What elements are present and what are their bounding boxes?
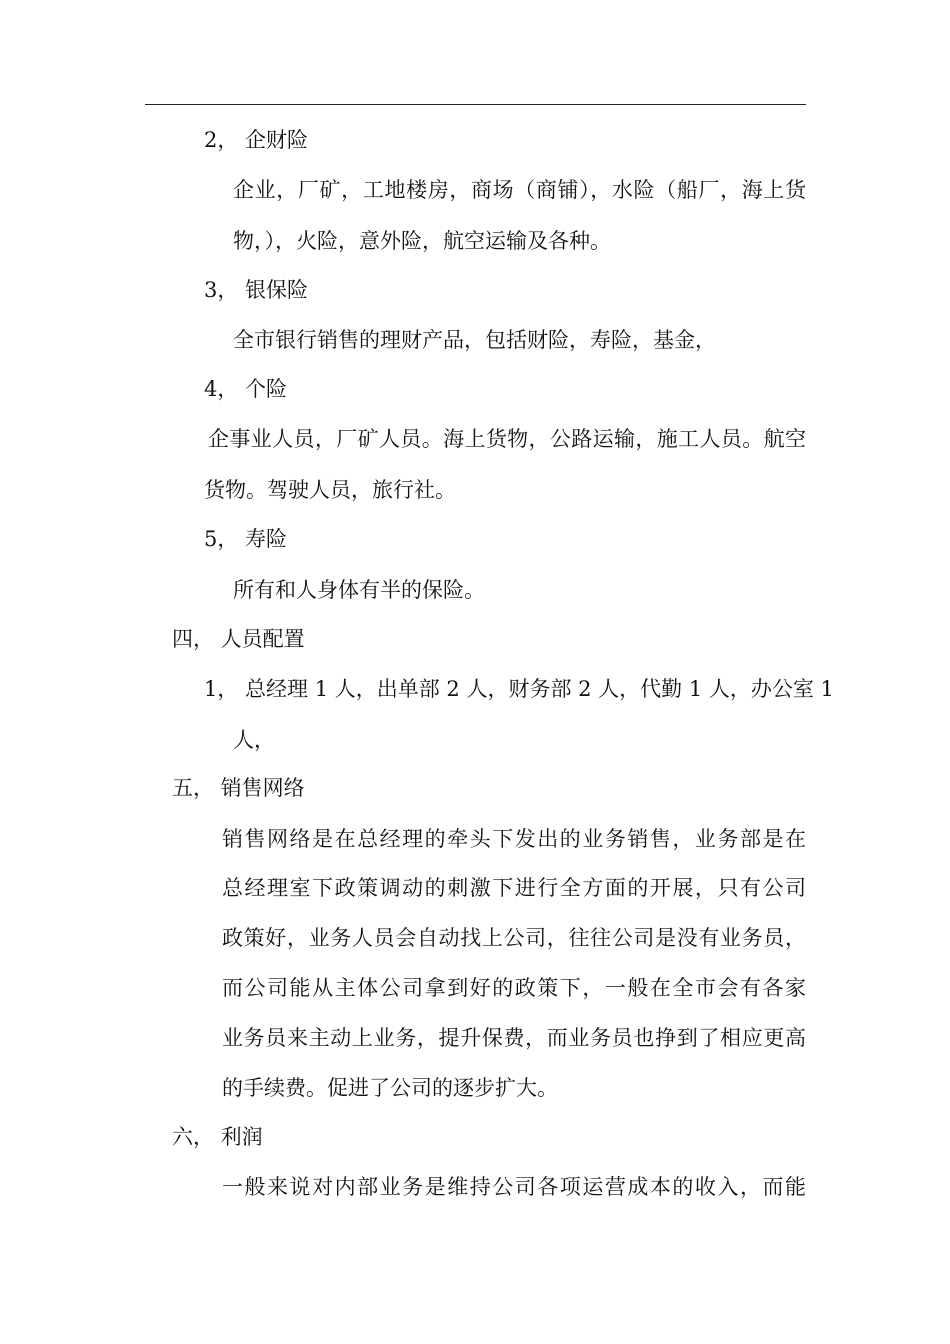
- item-4-body-line-2: 货物。驾驶人员，旅行社。: [204, 478, 456, 502]
- item-4-body-line-1: 企事业人员，厂矿人员。海上货物，公路运输，施工人员。航空: [208, 427, 806, 451]
- item-2-body-line-1: 企业，厂矿，工地楼房，商场（商铺），水险（船厂，海上货: [233, 178, 806, 202]
- item-3-body: 全市银行销售的理财产品，包括财险，寿险，基金，: [233, 328, 716, 352]
- header-rule: [145, 104, 806, 105]
- section-5-line-1: 销售网络是在总经理的牵头下发出的业务销售，业务部是在: [222, 827, 806, 851]
- item-5-heading: 5， 寿险: [204, 527, 288, 551]
- section-5-line-6: 的手续费。促进了公司的逐步扩大。: [222, 1076, 558, 1100]
- section-6-line-1: 一般来说对内部业务是维持公司各项运营成本的收入，而能: [222, 1175, 806, 1199]
- item-4-heading: 4， 个险: [204, 377, 288, 401]
- section-5-line-3: 政策好，业务人员会自动找上公司，往往公司是没有业务员，: [222, 926, 806, 950]
- item-5-body: 所有和人身体有半的保险。: [233, 578, 485, 602]
- section-5-heading: 五， 销售网络: [172, 776, 305, 800]
- section-5-line-2: 总经理室下政策调动的刺激下进行全方面的开展，只有公司: [222, 876, 806, 900]
- section-5-line-4: 而公司能从主体公司拿到好的政策下，一般在全市会有各家: [222, 976, 806, 1000]
- staff-item-1-line-2: 人，: [233, 728, 275, 752]
- section-4-heading: 四， 人员配置: [172, 627, 305, 651]
- item-2-heading: 2， 企财险: [204, 128, 309, 152]
- staff-item-1-line-1: 1， 总经理 1 人，出单部 2 人，财务部 2 人，代勤 1 人，办公室 1: [204, 677, 834, 701]
- item-2-body-line-2: 物，），火险，意外险，航空运输及各种。: [233, 229, 611, 253]
- item-3-heading: 3， 银保险: [204, 278, 309, 302]
- section-6-heading: 六， 利润: [172, 1125, 263, 1149]
- section-5-line-5: 业务员来主动上业务，提升保费，而业务员也挣到了相应更高: [222, 1026, 806, 1050]
